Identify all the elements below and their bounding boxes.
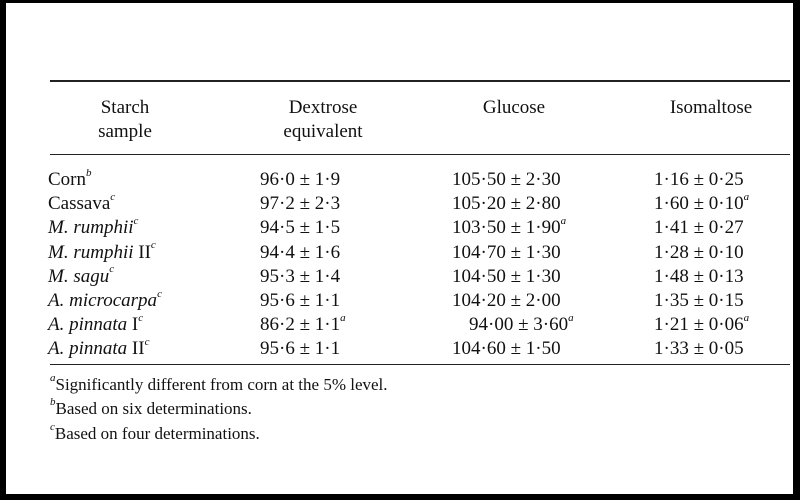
header-starch-line1: Starch [100,97,150,118]
cell-starch-sample-superscript: c [157,287,162,300]
table-row [6,168,793,192]
table-top-rule [50,80,790,82]
header-starch-line2: sample [98,121,152,142]
table-row [6,192,793,216]
header-glucose: Glucose [482,97,546,118]
cell-dextrose-value: 86·2 ± 1·1 [260,314,341,336]
cell-starch-sample [48,216,138,240]
cell-isomaltose [654,289,744,313]
cell-isomaltose [654,192,749,216]
cell-dextrose [260,168,340,192]
cell-isomaltose-value: 1·28 ± 0·10 [654,241,744,263]
cell-dextrose [260,337,340,361]
cell-starch-sample-superscript: c [133,215,139,228]
cell-starch-sample-superscript: c [109,263,115,276]
cell-starch-sample-value: A. pinnata [48,338,128,360]
cell-dextrose-superscript: a [340,311,346,324]
table-bottom-rule [50,364,790,365]
cell-glucose-value: 105·20 ± 2·80 [452,193,561,215]
cell-dextrose-value: 94·5 ± 1·5 [260,217,341,239]
cell-starch-sample-suffix: I [127,314,139,336]
table-row [6,289,793,313]
cell-dextrose-value: 94·4 ± 1·6 [260,241,341,263]
cell-isomaltose-superscript: a [743,190,750,203]
cell-isomaltose [654,265,744,289]
cell-starch-sample [48,289,162,313]
cell-starch-sample-value: Corn [48,169,86,190]
table-row [6,216,793,240]
cell-starch-sample-superscript: c [144,336,150,349]
cell-starch-sample [48,337,149,361]
cell-starch-sample-value: Cassava [48,193,111,215]
cell-glucose-superscript: a [560,215,567,228]
table-row [6,337,793,361]
cell-dextrose-value: 95·6 ± 1·1 [260,290,341,311]
cell-isomaltose-value: 1·48 ± 0·13 [654,265,744,287]
cell-isomaltose-value: 1·35 ± 0·15 [654,290,744,311]
footnote-mark: a [50,372,56,385]
cell-glucose-value: 104·60 ± 1·50 [452,338,561,360]
cell-starch-sample-superscript: c [138,311,144,324]
cell-isomaltose-value: 1·16 ± 0·25 [654,169,744,190]
cell-starch-sample-value: M. rumphii [48,217,134,239]
cell-starch-sample-superscript: c [110,190,116,203]
cell-glucose [452,289,561,313]
table-row [6,313,793,337]
cell-glucose-value: 105·50 ± 2·30 [452,169,561,190]
footnote-text: Based on four determinations. [54,424,260,443]
footnote-a [50,374,388,396]
cell-starch-sample [48,241,156,265]
cell-dextrose-value: 96·0 ± 1·9 [260,169,341,190]
header-isomaltose: Isomaltose [669,97,753,118]
cell-starch-sample [48,192,115,216]
table-row [6,241,793,265]
cell-starch-sample-suffix: II [127,338,145,360]
cell-glucose [452,216,566,240]
cell-isomaltose [654,313,749,337]
header-dextrose-line1: Dextrose [288,97,358,118]
cell-starch-sample-superscript: c [150,239,156,252]
cell-glucose [452,265,561,289]
cell-dextrose [260,192,340,216]
cell-starch-sample [48,313,143,337]
cell-isomaltose [654,216,744,240]
footnote-text: Based on six determinations. [55,399,252,418]
cell-dextrose [260,241,340,265]
cell-starch-sample-value: A. microcarpa [48,290,158,311]
header-starch-sample [80,96,170,144]
cell-dextrose-value: 97·2 ± 2·3 [260,193,341,215]
cell-glucose [469,313,574,337]
cell-starch-sample [48,168,92,192]
footnote-mark: c [50,421,55,434]
cell-glucose-value: 104·20 ± 2·00 [452,290,561,311]
cell-isomaltose-value: 1·21 ± 0·06 [654,314,744,336]
cell-isomaltose [654,337,744,361]
cell-dextrose-value: 95·3 ± 1·4 [260,265,341,287]
cell-starch-sample-superscript: b [86,166,92,179]
header-dextrose-line2: equivalent [283,121,363,142]
cell-isomaltose-value: 1·33 ± 0·05 [654,338,744,360]
cell-glucose [452,192,561,216]
cell-dextrose [260,265,340,289]
cell-dextrose [260,216,340,240]
footnote-b [50,398,252,420]
table-header-rule [50,154,790,155]
cell-glucose [452,168,561,192]
footnote-mark: b [50,396,56,409]
cell-starch-sample-suffix: II [133,241,151,263]
footnote-text: Significantly different from corn at the 5% level. [55,375,388,394]
cell-dextrose [260,313,346,337]
cell-starch-sample-value: A. pinnata [48,314,128,336]
cell-dextrose [260,289,340,313]
cell-starch-sample-value: M. rumphii [48,241,134,263]
cell-glucose-value: 94·00 ± 3·60 [469,314,569,336]
cell-glucose-value: 104·70 ± 1·30 [452,241,561,263]
cell-starch-sample [48,265,114,289]
cell-dextrose-value: 95·6 ± 1·1 [260,338,341,360]
header-dextrose-equivalent [258,96,388,144]
cell-glucose-value: 103·50 ± 1·90 [452,217,561,239]
cell-isomaltose [654,168,744,192]
cell-glucose [452,241,561,265]
cell-isomaltose-value: 1·41 ± 0·27 [654,217,744,239]
table-row [6,265,793,289]
cell-isomaltose [654,241,744,265]
footnote-c [50,423,260,445]
document-page [6,3,793,494]
cell-glucose [452,337,561,361]
cell-glucose-superscript: a [568,311,574,324]
cell-glucose-value: 104·50 ± 1·30 [452,265,561,287]
cell-starch-sample-value: M. sagu [48,265,110,287]
cell-isomaltose-value: 1·60 ± 0·10 [654,193,744,215]
cell-isomaltose-superscript: a [743,311,750,324]
